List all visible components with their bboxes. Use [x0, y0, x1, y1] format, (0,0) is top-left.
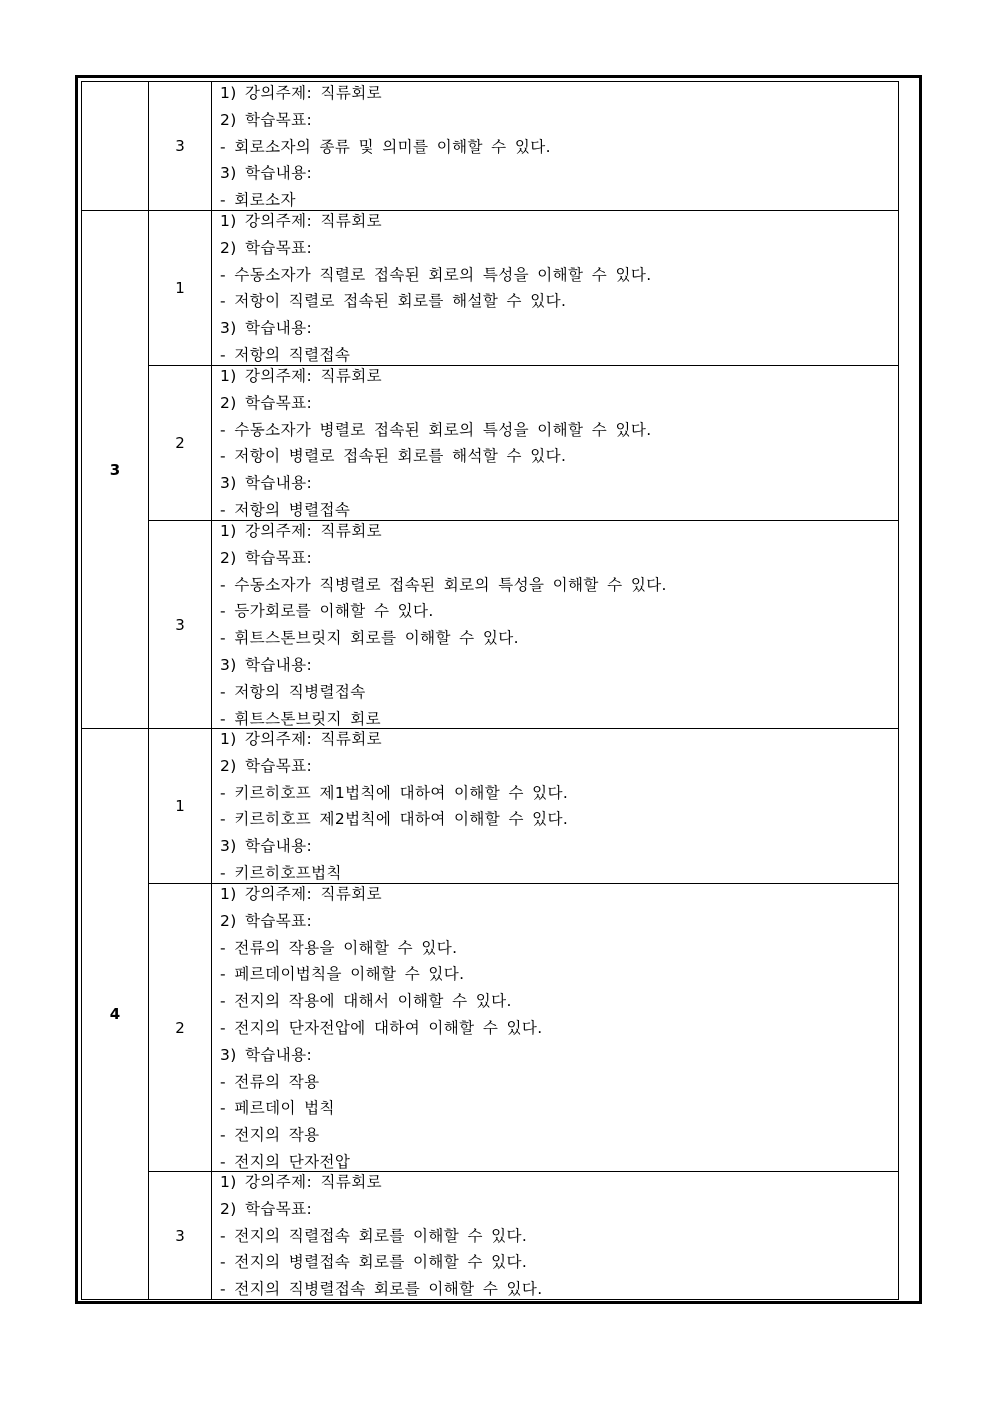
content-line: - 회로소자의 종류 및 의미를 이해할 수 있다.: [220, 137, 551, 156]
content-line: 2) 학습목표:: [220, 393, 313, 412]
content-line: 1) 강의주제: 직류회로: [220, 522, 382, 540]
content-line: 3) 학습내용:: [220, 474, 313, 493]
session-number: 2: [175, 434, 185, 452]
content-line: - 회로소자: [220, 191, 296, 210]
content-line: - 수동소자가 직병렬로 접속된 회로의 특성을 이해할 수 있다.: [220, 575, 667, 594]
session-number: 3: [175, 137, 185, 155]
content-line: - 전지의 작용에 대해서 이해할 수 있다.: [220, 992, 512, 1011]
content-line: - 전지의 단자전압: [220, 1152, 351, 1171]
content-line: - 저항이 병렬로 접속된 회로를 해석할 수 있다.: [220, 447, 567, 466]
content-line: - 키르히호프 제2법칙에 대하여 이해할 수 있다.: [220, 810, 569, 829]
session-number: 1: [175, 279, 185, 297]
content-line: 2) 학습목표:: [220, 238, 313, 257]
content-line: - 저항이 직렬로 접속된 회로를 해설할 수 있다.: [220, 292, 567, 311]
content-line: 3) 학습내용:: [220, 1045, 313, 1064]
content-line: 2) 학습목표:: [220, 1199, 313, 1218]
content-line: 3) 학습내용:: [220, 837, 313, 856]
content-line: - 키르히호프 제1법칙에 대하여 이해할 수 있다.: [220, 783, 569, 802]
lecture-content-cell: [212, 363, 900, 524]
content-line: 1) 강의주제: 직류회로: [220, 730, 382, 748]
week-number: 3: [109, 460, 121, 479]
content-line: 1) 강의주제: 직류회로: [220, 885, 382, 903]
content-line: 3) 학습내용:: [220, 319, 313, 338]
lecture-content-cell: [212, 1169, 900, 1303]
content-line: - 휘트스톤브릿지 회로를 이해할 수 있다.: [220, 629, 519, 648]
content-line: 1) 강의주제: 직류회로: [220, 212, 382, 230]
syllabus-table-outer-border: [75, 75, 922, 1304]
content-line: - 전지의 병렬접속 회로를 이해할 수 있다.: [220, 1253, 528, 1272]
content-line: 2) 학습목표:: [220, 548, 313, 567]
content-line: - 전류의 작용을 이해할 수 있다.: [220, 938, 458, 957]
content-line: - 전지의 작용: [220, 1126, 320, 1145]
content-line: 2) 학습목표:: [220, 110, 313, 129]
content-line: - 저항의 직병렬접속: [220, 682, 366, 701]
content-line: 1) 강의주제: 직류회로: [220, 367, 382, 385]
lecture-content-cell: [212, 80, 900, 214]
session-number: 2: [175, 1018, 185, 1037]
content-line: 1) 강의주제: 직류회로: [220, 1173, 382, 1191]
content-line: - 저항의 병렬접속: [220, 500, 351, 519]
week-number: 4: [109, 1005, 121, 1023]
content-line: - 전지의 직병렬접속 회로를 이해할 수 있다.: [220, 1280, 543, 1299]
lecture-content-cell: [212, 881, 900, 1176]
content-line: 2) 학습목표:: [220, 756, 313, 775]
lecture-content-cell: [212, 518, 900, 732]
content-line: - 수동소자가 병렬로 접속된 회로의 특성을 이해할 수 있다.: [220, 420, 652, 439]
content-line: - 전지의 직렬접속 회로를 이해할 수 있다.: [220, 1226, 528, 1245]
content-line: - 수동소자가 직렬로 접속된 회로의 특성을 이해할 수 있다.: [220, 265, 652, 284]
content-line: - 전류의 작용: [220, 1072, 320, 1091]
session-number: 3: [175, 1226, 185, 1245]
content-line: - 휘트스톤브릿지 회로: [220, 709, 382, 728]
lecture-content-cell: [212, 726, 900, 887]
content-line: - 등가회로를 이해할 수 있다.: [220, 602, 434, 621]
content-line: - 페르데이법칙을 이해할 수 있다.: [220, 965, 465, 984]
content-line: - 저항의 직렬접속: [220, 345, 351, 364]
session-number: 1: [175, 797, 185, 815]
content-line: 2) 학습목표:: [220, 911, 313, 930]
syllabus-table: [81, 81, 899, 1300]
content-line: 1) 강의주제: 직류회로: [220, 84, 382, 102]
content-line: - 페르데이 법칙: [220, 1099, 335, 1118]
content-line: - 키르히호프법칙: [220, 863, 342, 882]
session-number: 3: [175, 615, 185, 634]
content-line: 3) 학습내용:: [220, 655, 313, 674]
content-line: 3) 학습내용:: [220, 164, 313, 183]
lecture-content-cell: [212, 208, 900, 369]
content-line: - 전지의 단자전압에 대하여 이해할 수 있다.: [220, 1018, 543, 1037]
